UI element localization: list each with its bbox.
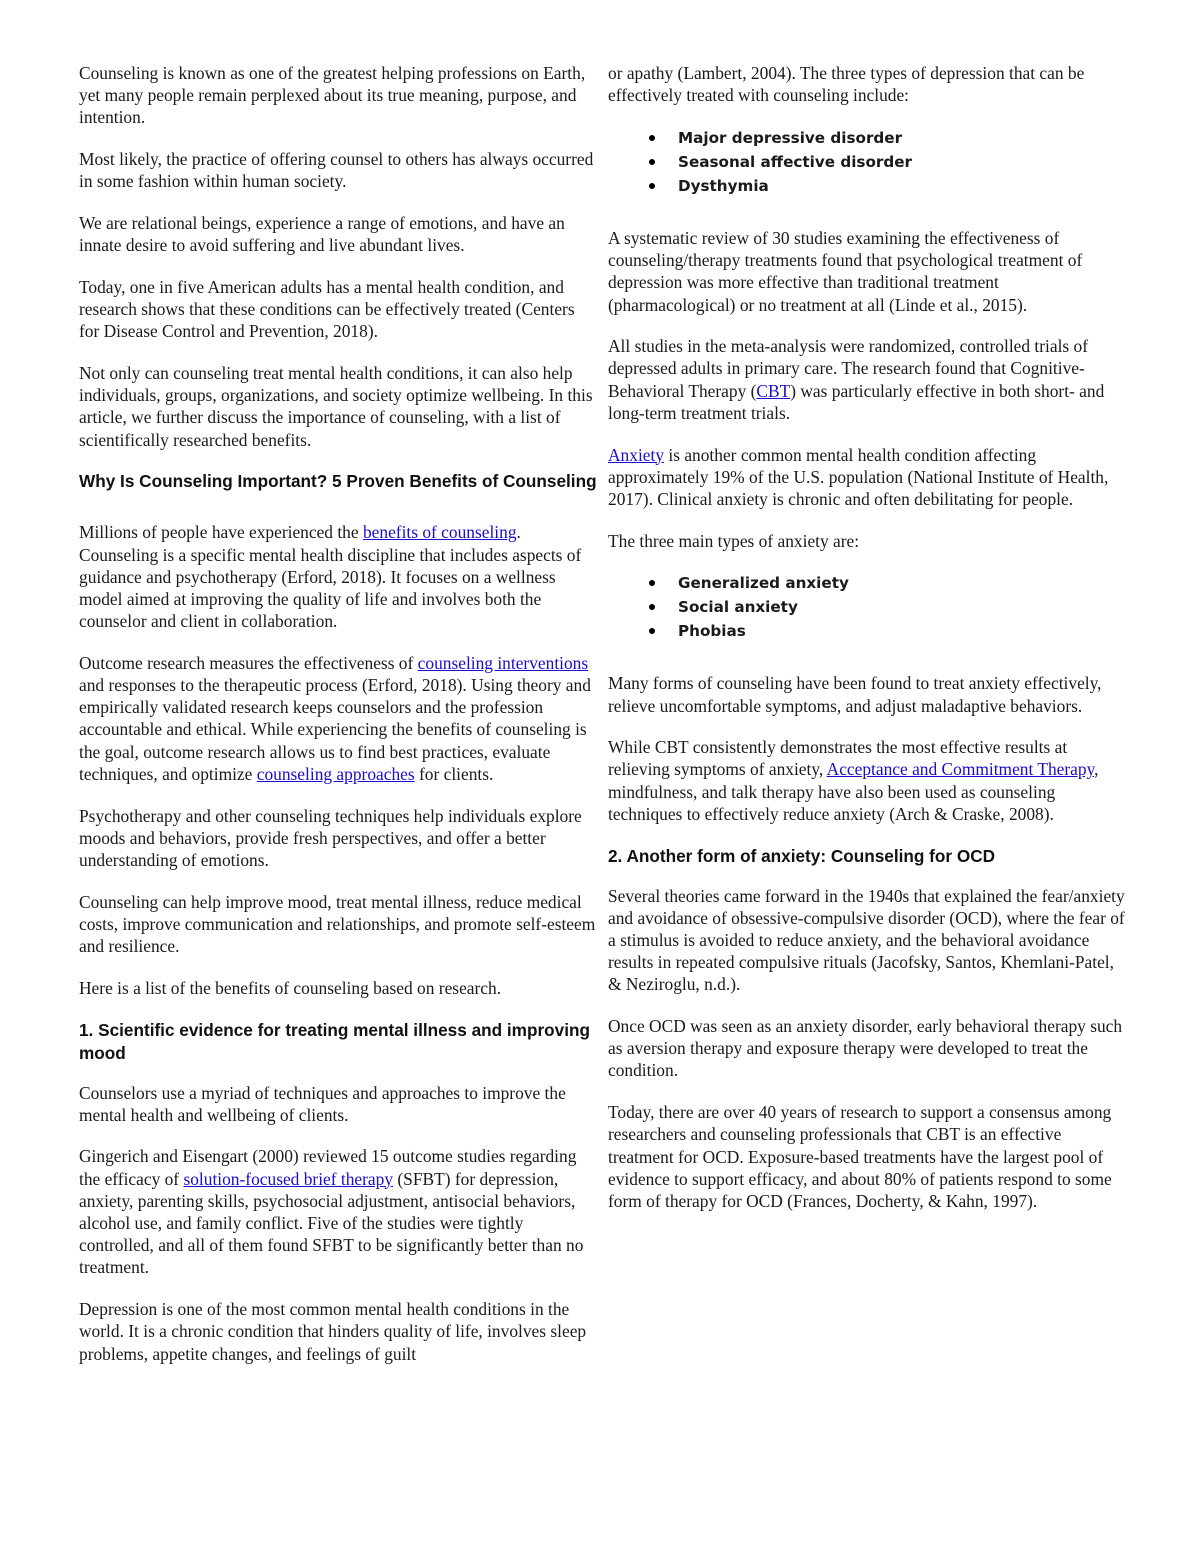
paragraph: Anxiety is another common mental health condition affecting approximately 19% of the U.S. population (National Institute of Health, 2017). Clinical anxiety is chronic and often debilitating for people.	[608, 444, 1109, 509]
link-solution-focused-brief-therapy[interactable]: solution-focused brief therapy	[183, 1168, 394, 1189]
link-counseling-approaches[interactable]: counseling approaches	[256, 763, 415, 784]
paragraph: The three main types of anxiety are:	[608, 530, 860, 551]
list-item: Phobias	[608, 619, 1128, 643]
paragraph: Today, one in five American adults has a mental health condition, and research shows that these conditions can be effectively treated (Centers for Disease Control and Prevention, 2018).	[79, 276, 575, 342]
paragraph: Gingerich and Eisengart (2000) reviewed 15 outcome studies regarding the efficacy of solution-focused brief therapy (SFBT) for depression, anxiety, parenting skills, psychosocial adjustment, antisocial behaviors, alcohol use, and family conflict. Five of the studies were tightly controlled, and all of them found SFBT to be significantly better than no treatment.	[79, 1146, 584, 1278]
paragraph: While CBT consistently demonstrates the most effective results at relieving symptoms of anxiety, Acceptance and Commitment Therapy, mindfulness, and talk therapy have also been used as counseling techniques to effectively reduce anxiety (Arch & Craske, 2008).	[608, 737, 1099, 824]
link-anxiety[interactable]: Anxiety	[608, 444, 665, 465]
link-cbt[interactable]: CBT	[756, 380, 791, 401]
paragraph: Outcome research measures the effectiveness of counseling interventions and responses to the therapeutic process (Erford, 2018). Using theory and empirically validated research keeps counselors and the profession accountable and ethical. While experiencing the benefits of counseling is the goal, outcome research allows us to find best practices, evaluate techniques, and optimize counseling approaches for clients.	[79, 652, 591, 784]
depression-types-list	[608, 126, 1128, 198]
paragraph: All studies in the meta-analysis were randomized, controlled trials of depressed adults in primary care. The research found that Cognitive-Behavioral Therapy (CBT) was particularly effective in both short- and long-term treatment trials.	[608, 336, 1105, 423]
paragraph: Counseling is known as one of the greatest helping professions on Earth, yet many people remain perplexed about its true meaning, purpose, and intention.	[79, 63, 586, 128]
link-benefits-of-counseling[interactable]: benefits of counseling	[362, 522, 517, 543]
paragraph: Millions of people have experienced the benefits of counseling. Counseling is a specific mental health discipline that includes aspects of guidance and psychotherapy (Erford, 2018). It focuses on a wellness model aimed at improving the quality of life and involves both the counselor and client in collaboration.	[79, 522, 582, 632]
paragraph: Several theories came forward in the 1940s that explained the fear/anxiety and avoidance of obsessive-compulsive disorder (OCD), where the fear of a stimulus is avoided to reduce anxiety, and the behavioral avoidance results in repeated compulsive rituals (Jacofsky, Santos, Khemlani-Patel, & Neziroglu, n.d.).	[608, 885, 1125, 995]
list-item: Major depressive disorder	[608, 126, 1128, 150]
paragraph: Depression is one of the most common mental health conditions in the world. It is a chronic condition that hinders quality of life, involves sleep problems, appetite changes, and feelings of guilt	[79, 1299, 587, 1364]
paragraph: Here is a list of the benefits of counseling based on research.	[79, 977, 502, 998]
section-heading: 2. Another form of anxiety: Counseling for OCD	[608, 845, 996, 866]
paragraph: Counseling can help improve mood, treat mental illness, reduce medical costs, improve communication and relationships, and promote self-esteem and resilience.	[79, 891, 596, 957]
paragraph: Not only can counseling treat mental health conditions, it can also help individuals, groups, organizations, and society optimize wellbeing. In this article, we further discuss the importance of counseling, with a list of scientifically researched benefits.	[79, 363, 593, 450]
anxiety-types-list	[608, 571, 1128, 643]
list-item: Generalized anxiety	[608, 571, 1128, 595]
right-column	[608, 62, 1128, 1232]
list-item: Seasonal affective disorder	[608, 150, 1128, 174]
paragraph: We are relational beings, experience a range of emotions, and have an innate desire to avoid suffering and live abundant lives.	[79, 213, 565, 256]
paragraph: Once OCD was seen as an anxiety disorder, early behavioral therapy such as aversion therapy and exposure therapy were developed to treat the condition.	[608, 1016, 1123, 1081]
paragraph: Today, there are over 40 years of research to support a consensus among researchers and counseling professionals that CBT is an effective treatment for OCD. Exposure-based treatments have the largest pool of evidence to support efficacy, and about 80% of patients respond to some form of therapy for OCD (Frances, Docherty, & Kahn, 1997).	[608, 1102, 1112, 1211]
paragraph: or apathy (Lambert, 2004). The three types of depression that can be effectively treated with counseling include:	[608, 63, 1085, 106]
link-counseling-interventions[interactable]: counseling interventions	[417, 652, 589, 673]
list-item: Dysthymia	[608, 174, 1128, 198]
paragraph: Most likely, the practice of offering counsel to others has always occurred in some fashion within human society.	[79, 149, 594, 192]
left-column	[79, 62, 599, 1384]
paragraph: Many forms of counseling have been found to treat anxiety effectively, relieve uncomfortable symptoms, and adjust maladaptive behaviors.	[608, 673, 1102, 716]
section-heading: Why Is Counseling Important? 5 Proven Benefits of Counseling	[79, 471, 597, 492]
paragraph: Counselors use a myriad of techniques and approaches to improve the mental health and wellbeing of clients.	[79, 1082, 566, 1125]
paragraph: A systematic review of 30 studies examining the effectiveness of counseling/therapy treatments found that psychological treatment of depression was more effective than traditional treatment (pharmacological) or no treatment at all (Linde et al., 2015).	[608, 227, 1083, 315]
list-item: Social anxiety	[608, 595, 1128, 619]
section-heading: 1. Scientific evidence for treating mental illness and improving mood	[79, 1019, 590, 1063]
link-acceptance-and-commitment-therapy[interactable]: Acceptance and Commitment Therapy	[826, 759, 1095, 780]
paragraph: Psychotherapy and other counseling techniques help individuals explore moods and behaviors, provide fresh perspectives, and offer a better understanding of emotions.	[79, 805, 582, 870]
